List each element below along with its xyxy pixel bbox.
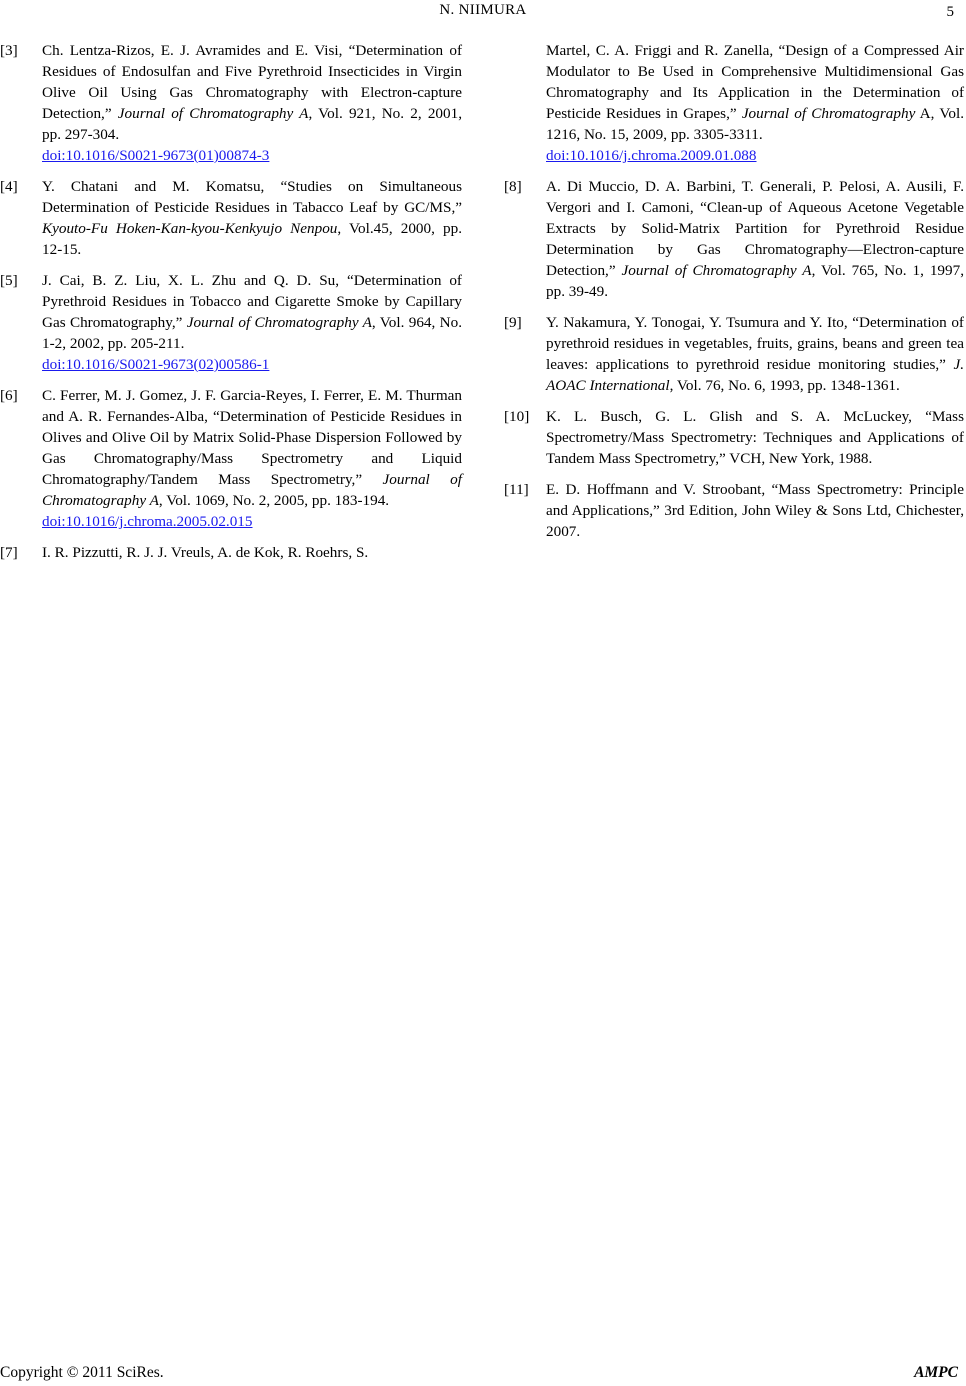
reference-text: A. Di Muccio, D. A. Barbini, T. Generali, P. Pelosi, A. Ausili, F. Vergori and I. Camoni, “Clean-up of Aqueous Acetone Vegetable Extracts by Solid-Matrix Partition for Pyrethroid Residue Determination by Gas Chromatography—Electron-capture Detection,” [546, 178, 964, 279]
running-header-author: N. NIIMURA [439, 2, 527, 18]
reference-number: [7] [0, 544, 18, 561]
reference-number: [3] [0, 42, 18, 59]
reference-item [0, 40, 462, 166]
doi-link[interactable]: doi:10.1016/S0021-9673(02)00586-1 [42, 356, 270, 373]
reference-journal: Journal of Chromatography A [117, 105, 309, 122]
reference-number: [4] [0, 178, 18, 195]
footer-journal-abbrev: AMPC [914, 1364, 958, 1381]
reference-item [504, 312, 964, 396]
reference-item [504, 406, 964, 469]
reference-journal: Journal of Chromatography A [186, 314, 372, 331]
references-left-column [0, 40, 462, 573]
doi-link[interactable]: doi:10.1016/j.chroma.2009.01.088 [546, 147, 757, 164]
footer-copyright: Copyright © 2011 SciRes. [0, 1364, 164, 1381]
reference-details: , Vol. 76, No. 6, 1993, pp. 1348-1361. [669, 377, 900, 394]
reference-item [0, 385, 462, 532]
reference-number: [11] [504, 481, 529, 498]
reference-text: E. D. Hoffmann and V. Stroobant, “Mass Spectrometry: Principle and Applications,” 3rd Edition, John Wiley & Sons Ltd, Chichester, 2007. [546, 481, 964, 540]
reference-number: [5] [0, 272, 18, 289]
reference-journal: J. AOAC International [546, 356, 964, 394]
reference-text: Martel, C. A. Friggi and R. Zanella, “Design of a Compressed Air Modulator to Be Used in Comprehensive Multidimensional Gas Chromatography and Its Application in the Determination of Pesticide Residues in Grapes,” [546, 42, 964, 122]
reference-details: , Vol. 1069, No. 2, 2005, pp. 183-194. [158, 492, 390, 509]
reference-details: A, Vol. 1216, No. 15, 2009, pp. 3305-3311. [546, 105, 964, 143]
reference-details: , Vol. 921, No. 2, 2001, pp. 297-304. [42, 105, 463, 143]
reference-number: [9] [504, 314, 522, 331]
reference-item [504, 176, 964, 302]
reference-journal: Kyouto-Fu Hoken-Kan-kyou-Kenkyujo Nenpou [42, 220, 338, 237]
reference-journal: Journal of Chromatography A [42, 471, 462, 509]
reference-text: J. Cai, B. Z. Liu, X. L. Zhu and Q. D. Su, “Determination of Pyrethroid Residues in Tobacco and Cigarette Smoke by Capillary Gas Chromatography,” [42, 272, 462, 331]
reference-item-continued [504, 40, 964, 166]
reference-text: Y. Nakamura, Y. Tonogai, Y. Tsumura and Y. Ito, “Determination of pyrethroid residues in vegetables, fruits, grains, beans and green tea leaves: applications to pyrethroid residue monitoring studies,” [546, 314, 964, 373]
reference-item [0, 176, 462, 260]
reference-journal: Journal of Chromatography [741, 105, 916, 122]
doi-link[interactable]: doi:10.1016/S0021-9673(01)00874-3 [42, 147, 270, 164]
reference-number: [6] [0, 387, 18, 404]
reference-item [504, 479, 964, 542]
reference-item [0, 270, 462, 375]
reference-details: , Vol. 765, No. 1, 1997, pp. 39-49. [546, 262, 965, 300]
reference-details: , Vol. 964, No. 1-2, 2002, pp. 205-211. [42, 314, 462, 352]
page-number: 5 [946, 4, 954, 20]
reference-text: Ch. Lentza-Rizos, E. J. Avramides and E. Visi, “Determination of Residues of Endosulfan and Five Pyrethroid Insecticides in Virgin Olive Oil Using Gas Chromatography with Electron-capture Detection,” [42, 42, 462, 122]
reference-text: C. Ferrer, M. J. Gomez, J. F. Garcia-Reyes, I. Ferrer, E. M. Thurman and A. R. Fernandes-Alba, “Determination of Pesticide Residues in Olives and Olive Oil by Matrix Solid-Phase Dispersion Followed by Gas Chromatography/Mass Spectrometry and Liquid Chromatography/Tandem Mass Spectrometry,” [42, 387, 462, 488]
reference-item [0, 542, 462, 563]
reference-text: Y. Chatani and M. Komatsu, “Studies on Simultaneous Determination of Pesticide Residues in Tabacco Leaf by GC/MS,” [42, 178, 462, 216]
reference-text: K. L. Busch, G. L. Glish and S. A. McLuckey, “Mass Spectrometry/Mass Spectrometry: Techniques and Applications of Tandem Mass Spectrometry,” VCH, New York, 1988. [546, 408, 964, 467]
reference-number: [10] [504, 408, 530, 425]
reference-journal: Journal of Chromatography A [621, 262, 812, 279]
reference-number: [8] [504, 178, 522, 195]
reference-details: , Vol.45, 2000, pp. 12-15. [42, 220, 462, 258]
reference-text: I. R. Pizzutti, R. J. J. Vreuls, A. de Kok, R. Roehrs, S. [42, 544, 369, 561]
doi-link[interactable]: doi:10.1016/j.chroma.2005.02.015 [42, 513, 253, 530]
references-right-column [504, 40, 964, 552]
